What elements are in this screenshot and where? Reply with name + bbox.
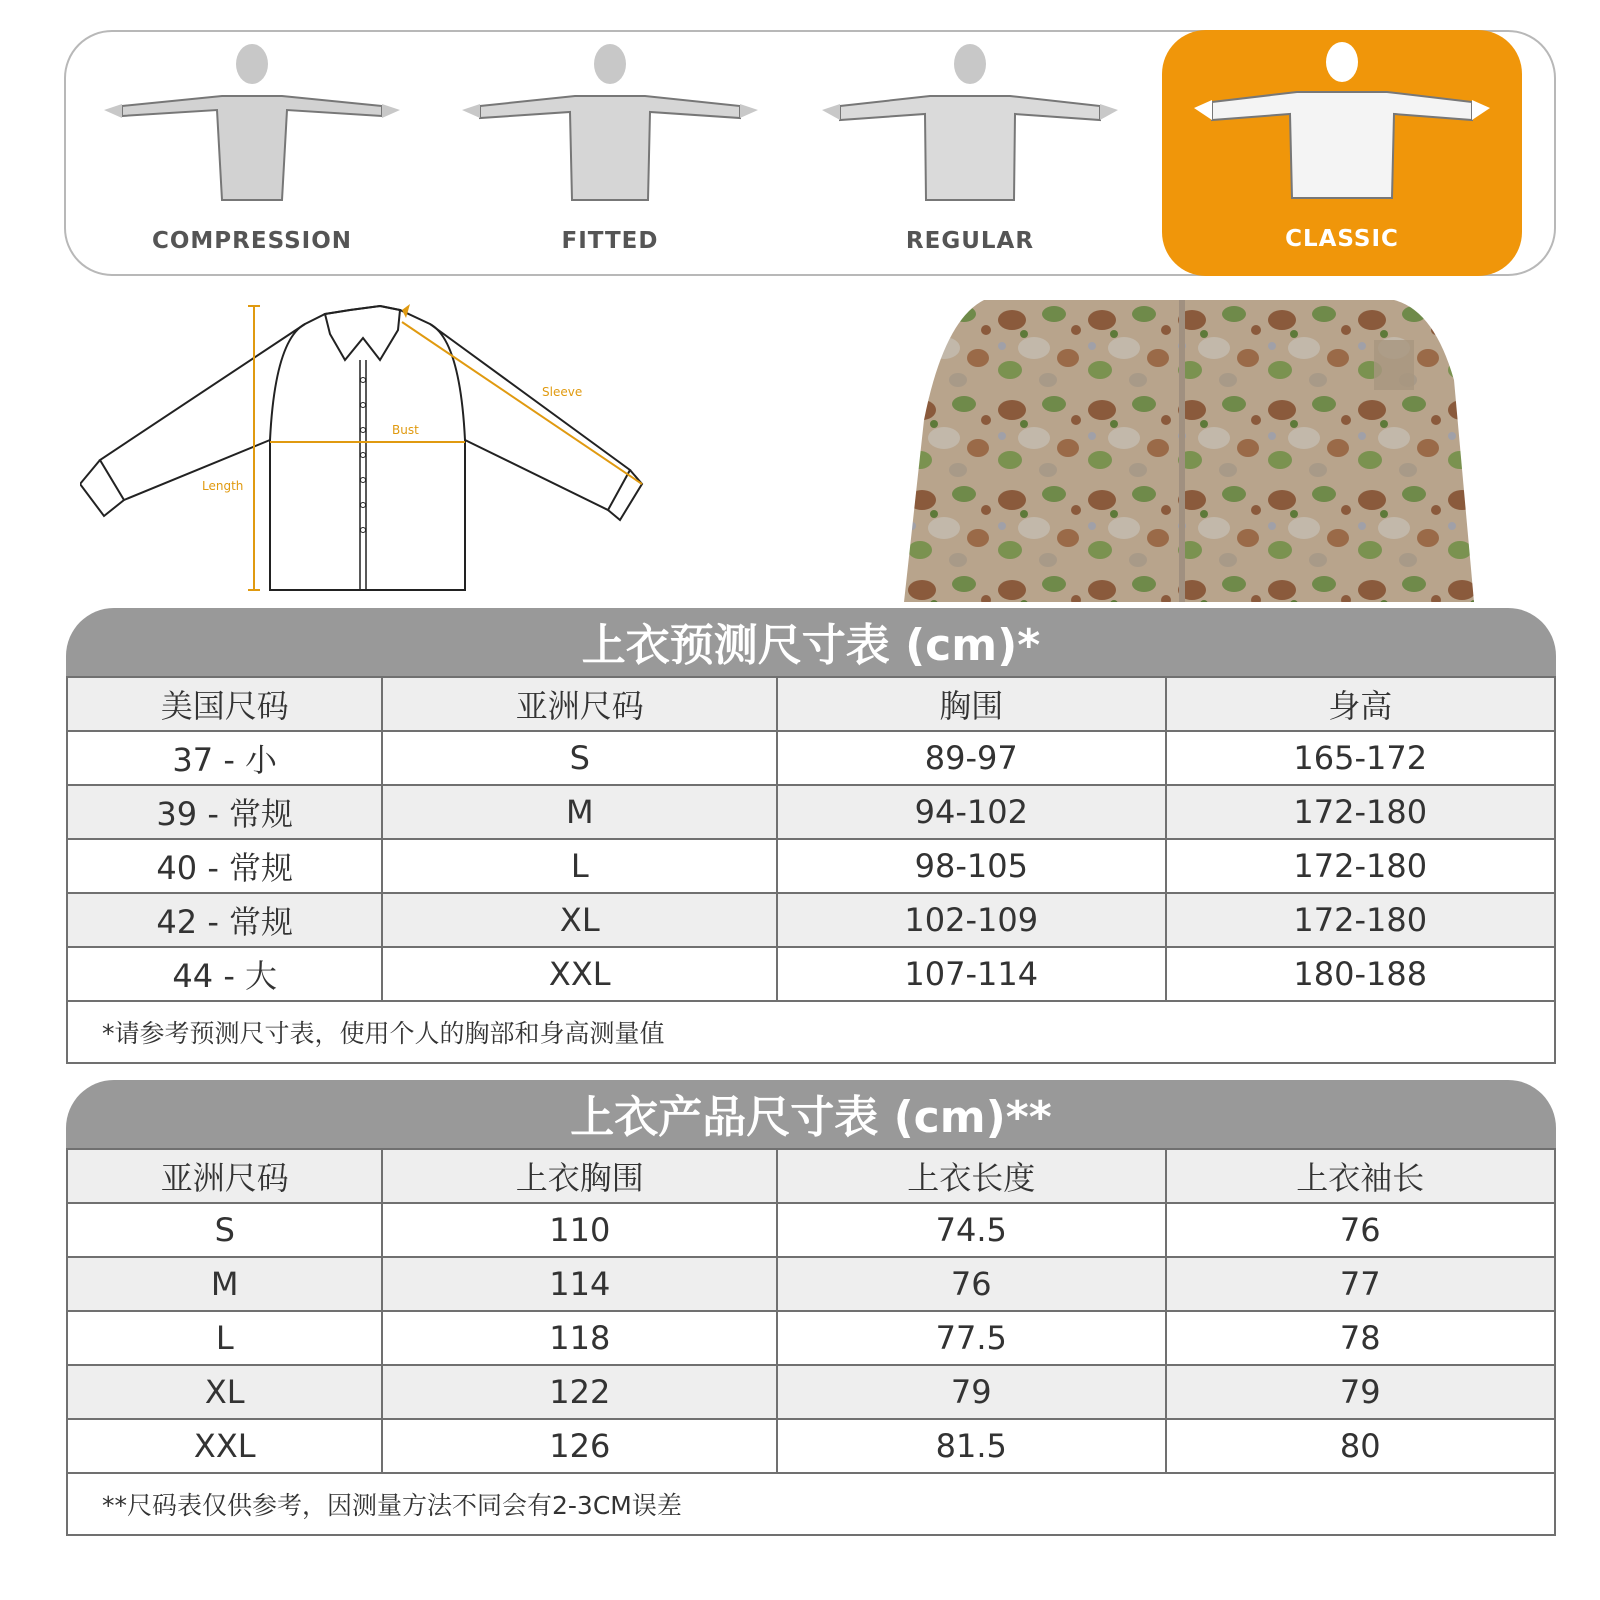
table-cell: 74.5 — [777, 1203, 1165, 1257]
table-cell: 172-180 — [1166, 785, 1556, 839]
table-cell: XL — [382, 893, 777, 947]
table-cell: 102-109 — [777, 893, 1165, 947]
table-cell: M — [382, 785, 777, 839]
predicted-table-title: 上衣预测尺寸表 (cm)* — [66, 608, 1556, 676]
table-cell: 172-180 — [1166, 839, 1556, 893]
fit-option-compression[interactable] — [74, 32, 430, 274]
torso-regular-icon — [810, 42, 1130, 222]
length-label: Length — [202, 479, 244, 493]
table-cell: S — [382, 731, 777, 785]
table-cell: 42 - 常规 — [67, 893, 382, 947]
table-row — [67, 1365, 1555, 1419]
table-cell: L — [67, 1311, 382, 1365]
table-note-row — [67, 1001, 1555, 1063]
measurement-diagram — [80, 300, 680, 610]
fit-label-classic: CLASSIC — [1285, 226, 1399, 252]
column-header: 亚洲尺码 — [382, 677, 777, 731]
table-cell: 76 — [777, 1257, 1165, 1311]
bust-label: Bust — [392, 423, 419, 437]
camo-jacket-image — [904, 300, 1474, 602]
torso-compression-icon — [92, 42, 412, 222]
product-size-table — [66, 1080, 1556, 1536]
table-cell: 126 — [382, 1419, 777, 1473]
column-header: 上衣袖长 — [1166, 1149, 1556, 1203]
table-row — [67, 731, 1555, 785]
fit-type-panel — [64, 30, 1556, 276]
fit-option-classic[interactable] — [1162, 30, 1522, 276]
table-row — [67, 1257, 1555, 1311]
table-cell: L — [382, 839, 777, 893]
table-cell: 122 — [382, 1365, 777, 1419]
table-cell: XXL — [67, 1419, 382, 1473]
table-row — [67, 947, 1555, 1001]
table-cell: 77.5 — [777, 1311, 1165, 1365]
column-header: 上衣长度 — [777, 1149, 1165, 1203]
column-header: 上衣胸围 — [382, 1149, 777, 1203]
table-note: **尺码表仅供参考，因测量方法不同会有2-3CM误差 — [67, 1473, 1555, 1535]
table-header-row — [67, 1149, 1555, 1203]
predicted-size-table — [66, 608, 1556, 1064]
table-cell: 79 — [777, 1365, 1165, 1419]
product-table-title: 上衣产品尺寸表 (cm)** — [66, 1080, 1556, 1148]
fit-option-regular[interactable] — [792, 32, 1148, 274]
table-cell: 81.5 — [777, 1419, 1165, 1473]
table-cell: S — [67, 1203, 382, 1257]
product-table-grid — [66, 1148, 1556, 1536]
table-cell: M — [67, 1257, 382, 1311]
table-cell: 94-102 — [777, 785, 1165, 839]
torso-classic-icon — [1182, 40, 1502, 220]
table-cell: 77 — [1166, 1257, 1556, 1311]
table-cell: 165-172 — [1166, 731, 1556, 785]
predicted-table-grid — [66, 676, 1556, 1064]
table-cell: 89-97 — [777, 731, 1165, 785]
table-cell: 40 - 常规 — [67, 839, 382, 893]
fit-label-regular: REGULAR — [905, 228, 1035, 254]
shirt-outline-icon — [80, 300, 680, 610]
table-note: *请参考预测尺寸表，使用个人的胸部和身高测量值 — [67, 1001, 1555, 1063]
fit-option-fitted[interactable] — [432, 32, 788, 274]
sleeve-label: Sleeve — [542, 385, 583, 399]
table-row — [67, 785, 1555, 839]
table-cell: 107-114 — [777, 947, 1165, 1001]
fit-label-compression: COMPRESSION — [151, 228, 353, 254]
table-cell: 114 — [382, 1257, 777, 1311]
table-cell: 39 - 常规 — [67, 785, 382, 839]
fit-label-fitted: FITTED — [561, 228, 659, 254]
camo-jacket-photo — [904, 300, 1474, 602]
torso-fitted-icon — [450, 42, 770, 222]
table-cell: 76 — [1166, 1203, 1556, 1257]
table-cell: 79 — [1166, 1365, 1556, 1419]
table-cell: 37 - 小 — [67, 731, 382, 785]
table-note-row — [67, 1473, 1555, 1535]
table-row — [67, 1419, 1555, 1473]
table-row — [67, 893, 1555, 947]
table-cell: 44 - 大 — [67, 947, 382, 1001]
table-cell: 98-105 — [777, 839, 1165, 893]
table-cell: 110 — [382, 1203, 777, 1257]
table-row — [67, 1311, 1555, 1365]
table-header-row — [67, 677, 1555, 731]
table-cell: 180-188 — [1166, 947, 1556, 1001]
column-header: 身高 — [1166, 677, 1556, 731]
table-cell: 80 — [1166, 1419, 1556, 1473]
table-row — [67, 839, 1555, 893]
table-cell: XL — [67, 1365, 382, 1419]
table-cell: XXL — [382, 947, 777, 1001]
table-cell: 78 — [1166, 1311, 1556, 1365]
column-header: 美国尺码 — [67, 677, 382, 731]
table-cell: 118 — [382, 1311, 777, 1365]
table-row — [67, 1203, 1555, 1257]
table-cell: 172-180 — [1166, 893, 1556, 947]
column-header: 亚洲尺码 — [67, 1149, 382, 1203]
column-header: 胸围 — [777, 677, 1165, 731]
